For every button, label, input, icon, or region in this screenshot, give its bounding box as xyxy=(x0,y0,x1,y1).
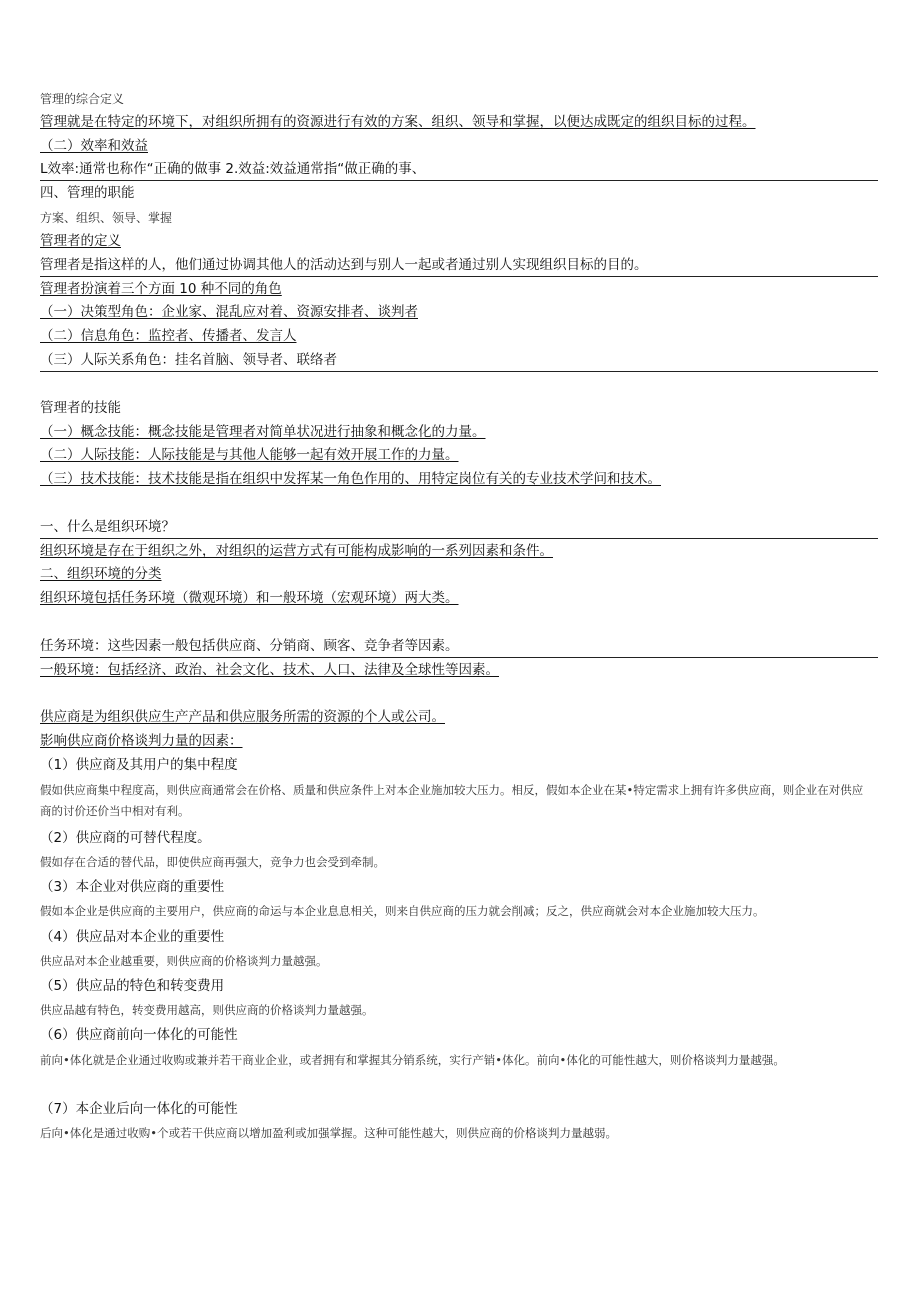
paragraph: 任务环境：这些因素一般包括供应商、分销商、顾客、竞争者等因素。 xyxy=(40,640,878,658)
section-heading: 管理的综合定义 xyxy=(40,92,125,106)
subheading: （5）供应品的特色和转变费用 xyxy=(40,978,225,994)
list-item: （一）概念技能：概念技能是管理者对简单状况进行抽象和概念化的力量。 xyxy=(40,424,486,440)
paragraph: 前向•体化就是企业通过收购或兼并若干商业企业，或者拥有和掌握其分销系统，实行产销•体化。前向•体化的可能性越大，则价格谈判力量越强。 xyxy=(40,1053,785,1067)
list-item: （二）信息角色：监控者、传播者、发言人 xyxy=(40,328,297,344)
paragraph: 组织环境包括任务环境（微观环境）和一般环境（宏观环境）两大类。 xyxy=(40,590,459,606)
paragraph: 组织环境是存在于组织之外，对组织的运营方式有可能构成影响的一系列因素和条件。 xyxy=(40,543,553,559)
paragraph: 管理者是指这样的人，他们通过协调其他人的活动达到与别人一起或者通过别人实现组织目标的目的。 xyxy=(40,259,878,277)
section-heading: 管理者的定义 xyxy=(40,233,121,249)
section-heading: 一、什么是组织环境？ xyxy=(40,521,878,539)
section-heading: 管理者的技能 xyxy=(40,400,121,416)
paragraph: 供应商是为组织供应生产产品和供应服务所需的资源的个人或公司。 xyxy=(40,709,445,725)
paragraph: 假如供应商集中程度高，则供应商通常会在价格、质量和供应条件上对本企业施加较大压力。相反，假如本企业在某•特定需求上拥有许多供应商，则企业在对供应商的讨价还价当中相对有利。 xyxy=(40,783,864,818)
list-item: （三）技术技能：技术技能是指在组织中发挥某一角色作用的、用特定岗位有关的专业技术学问和技术。 xyxy=(40,471,661,487)
paragraph: 一般环境：包括经济、政治、社会文化、技术、人口、法律及全球性等因素。 xyxy=(40,662,499,678)
list-item: （一）决策型角色：企业家、混乱应对着、资源安排者、谈判者 xyxy=(40,304,418,320)
subheading: （二）效率和效益 xyxy=(40,138,148,154)
section-heading: 管理者扮演着三个方面 10 种不同的角色 xyxy=(40,281,282,297)
subheading: （3）本企业对供应商的重要性 xyxy=(40,879,225,895)
paragraph: 假如存在合适的替代品，即使供应商再强大，竞争力也会受到牵制。 xyxy=(40,855,385,869)
subheading: （7）本企业后向一体化的可能性 xyxy=(40,1101,238,1117)
list-item: （三）人际关系角色：挂名首脑、领导者、联络者 xyxy=(40,354,878,372)
subheading: （1）供应商及其用户的集中程度 xyxy=(40,757,238,773)
paragraph: 供应品越有特色，转变费用越高，则供应商的价格谈判力量越强。 xyxy=(40,1003,374,1017)
subheading: （6）供应商前向一体化的可能性 xyxy=(40,1027,238,1043)
paragraph: 管理就是在特定的环境下，对组织所拥有的资源进行有效的方案、组织、领导和掌握，以便达成既定的组织目标的过程。 xyxy=(40,114,756,130)
paragraph: 后向•体化是通过收购•个或若干供应商以增加盈利或加强掌握。这种可能性越大，则供应商的价格谈判力量越弱。 xyxy=(40,1126,618,1140)
list-item: （二）人际技能：人际技能是与其他人能够一起有效开展工作的力量。 xyxy=(40,447,459,463)
section-heading: 影响供应商价格谈判力量的因素： xyxy=(40,733,243,749)
paragraph: L效率:通常也称作“正确的做事 2.效益:效益通常指“做正确的事、 xyxy=(40,163,878,181)
paragraph: 假如本企业是供应商的主要用户，供应商的命运与本企业息息相关，则来自供应商的压力就会削减；反之，供应商就会对本企业施加较大压力。 xyxy=(40,904,765,918)
subheading: （2）供应商的可替代程度。 xyxy=(40,830,211,846)
section-heading: 四、管理的职能 xyxy=(40,185,135,201)
paragraph: 方案、组织、领导、掌握 xyxy=(40,211,173,225)
paragraph: 供应品对本企业越重要，则供应商的价格谈判力量越强。 xyxy=(40,954,328,968)
section-heading: 二、组织环境的分类 xyxy=(40,566,162,582)
subheading: （4）供应品对本企业的重要性 xyxy=(40,929,225,945)
